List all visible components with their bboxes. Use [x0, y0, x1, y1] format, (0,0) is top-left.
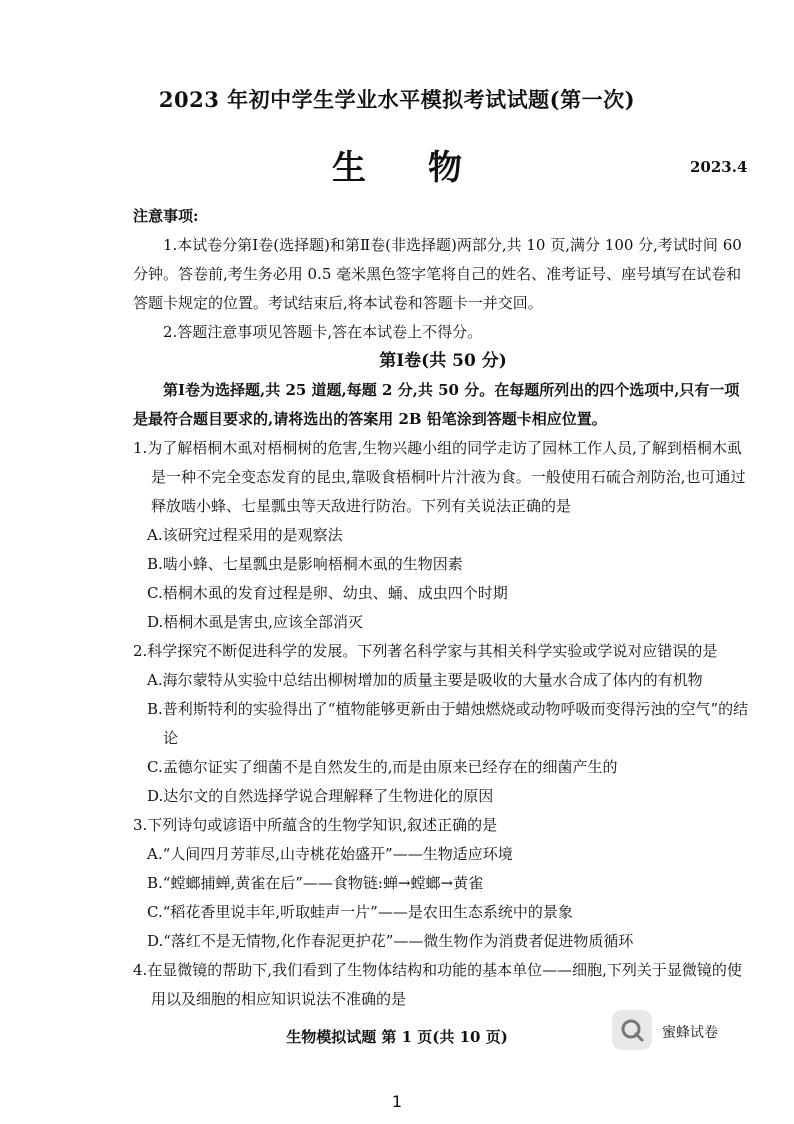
question-option: C.梧桐木虱的发育过程是卵、幼虫、蛹、成虫四个时期	[147, 584, 508, 602]
search-icon	[619, 1017, 645, 1043]
page-number: 1	[391, 1092, 403, 1111]
question-option: D.梧桐木虱是害虫,应该全部消灭	[147, 613, 364, 631]
question-option: C.“稻花香里说丰年,听取蛙声一片”——是农田生态系统中的景象	[147, 903, 573, 921]
subject-title: 生物	[332, 148, 524, 188]
question-option: D.达尔文的自然选择学说合理解释了生物进化的原因	[147, 787, 494, 805]
logo-icon	[612, 1010, 652, 1050]
question-stem: 2.科学探究不断促进科学的发展。下列著名科学家与其相关科学实验或学说对应错误的是	[133, 642, 718, 660]
question-option: B.普利斯特利的实验得出了“植物能够更新由于蜡烛燃烧或动物呼吸而变得污浊的空气”的结论	[147, 700, 749, 747]
question-option: C.孟德尔证实了细菌不是自然发生的,而是由原来已经存在的细菌产生的	[147, 758, 618, 776]
question-stem: 1.为了解梧桐木虱对梧桐树的危害,生物兴趣小组的同学走访了园林工作人员,了解到梧桐木虱是一种不完全变态发育的昆虫,靠吸食梧桐叶片汁液为食。一般使用石硫合剂防治,也可通过释放啮小蜂、七星瓢虫等天敌进行防治。下列有关说法正确的是	[133, 439, 746, 515]
page-footer: 生物模拟试题 第 1 页(共 10 页)	[286, 1028, 508, 1046]
section-instruction: 第Ⅰ卷为选择题,共 25 道题,每题 2 分,共 50 分。在每题所列出的四个选项中,只有一项是最符合题目要求的,请将选出的答案用 2B 铅笔涂到答题卡相应位置。	[133, 381, 740, 428]
notice-heading: 注意事项:	[133, 207, 199, 225]
notice-item: 1.本试卷分第Ⅰ卷(选择题)和第Ⅱ卷(非选择题)两部分,共 10 页,满分 100 分,考试时间 60 分钟。答卷前,考生务必用 0.5 毫米黑色签字笔将自己的姓名、准考证号、座号填写在试卷和答题卡规定的位置。考试结束后,将本试卷和答题卡一并交回。	[133, 236, 742, 312]
notice-item: 2.答题注意事项见答题卡,答在本试卷上不得分。	[163, 323, 483, 341]
question-stem: 4.在显微镜的帮助下,我们看到了生物体结构和功能的基本单位——细胞,下列关于显微镜的使用以及细胞的相应知识说法不准确的是	[133, 961, 742, 1008]
question-option: A.“人间四月芳菲尽,山寺桃花始盛开”——生物适应环境	[147, 845, 513, 863]
question-stem: 3.下列诗句或谚语中所蕴含的生物学知识,叙述正确的是	[133, 816, 498, 834]
question-option: D.“落红不是无情物,化作春泥更护花”——微生物作为消费者促进物质循环	[147, 932, 634, 950]
exam-title: 2023 年初中学生学业水平模拟考试试题(第一次)	[158, 87, 636, 112]
logo-text: 蜜蜂试卷	[662, 1025, 718, 1041]
exam-body	[133, 202, 753, 1014]
question-option: A.海尔蒙特从实验中总结出柳树增加的质量主要是吸收的大量水合成了体内的有机物	[147, 671, 703, 689]
section-title: 第Ⅰ卷(共 50 分)	[379, 351, 507, 371]
question-option: B.啮小蜂、七星瓢虫是影响梧桐木虱的生物因素	[147, 555, 463, 573]
question-option: A.该研究过程采用的是观察法	[147, 526, 343, 544]
exam-date: 2023.4	[690, 158, 748, 176]
question-option: B.“螳螂捕蝉,黄雀在后”——食物链:蝉→螳螂→黄雀	[147, 874, 484, 892]
